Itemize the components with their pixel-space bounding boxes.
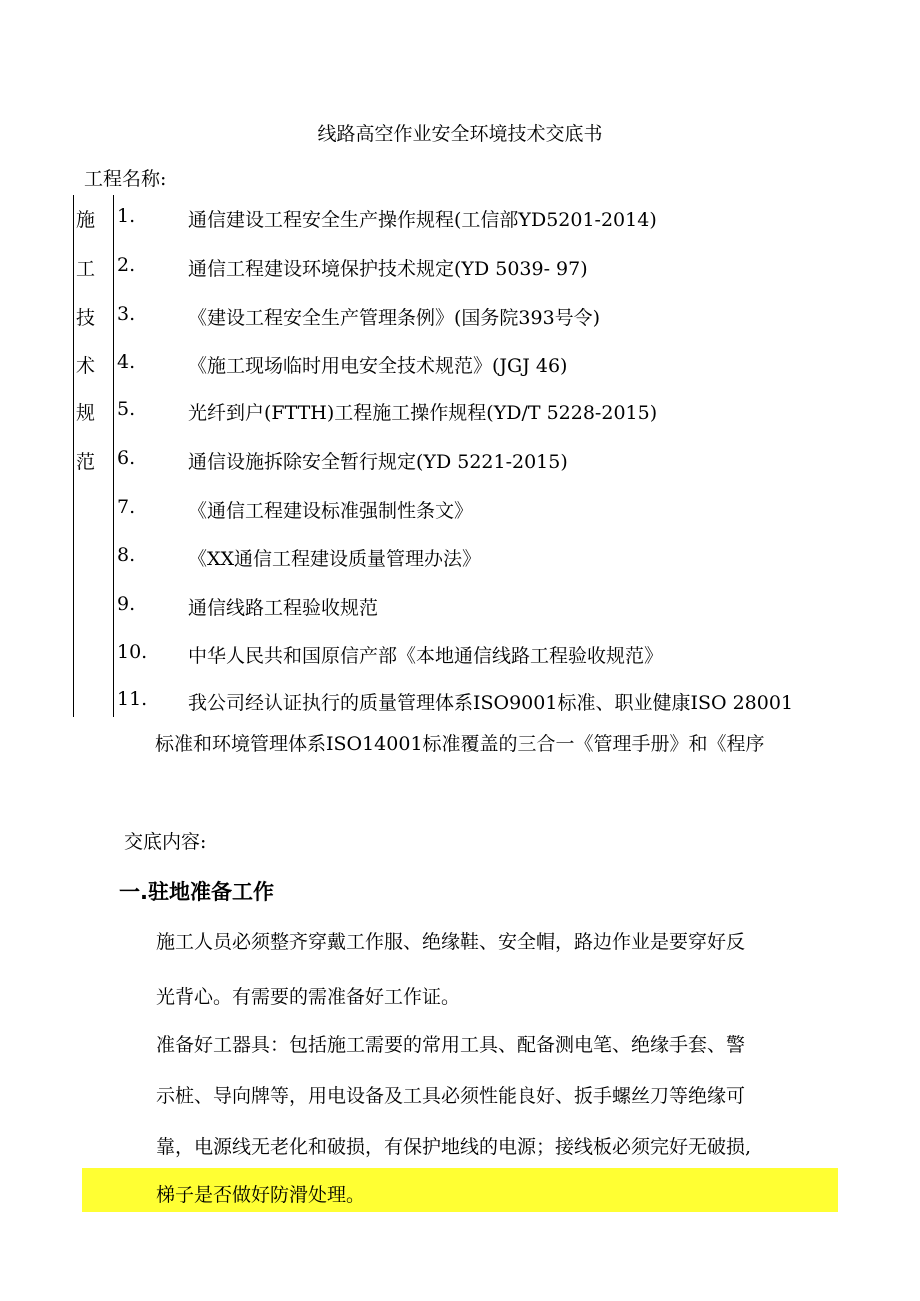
standard-text: 《XX通信工程建设质量管理办法》	[188, 548, 482, 570]
paragraph-line: 光背心。有需要的需准备好工作证。	[156, 986, 461, 1008]
standard-number: 3.	[117, 303, 136, 325]
standard-number: 6.	[117, 447, 136, 469]
section-heading: 一.驻地准备工作	[119, 880, 274, 904]
standard-text: 《施工现场临时用电安全技术规范》(JGJ 46)	[188, 355, 568, 377]
side-label-char: 范	[76, 451, 96, 473]
table-left-border	[73, 195, 74, 717]
paragraph-line: 准备好工器具：包括施工需要的常用工具、配备测电笔、绝缘手套、警	[156, 1034, 746, 1056]
standard-number: 7.	[117, 496, 136, 518]
standard-number: 1.	[117, 205, 136, 227]
paragraph-line: 梯子是否做好防滑处理。	[156, 1184, 366, 1206]
standard-number: 2.	[117, 254, 136, 276]
project-name-label: 工程名称:	[84, 168, 167, 190]
standard-text: 通信建设工程安全生产操作规程(工信部YD5201-2014)	[188, 209, 657, 231]
standard-number: 9.	[117, 593, 136, 615]
standard-number: 11.	[117, 688, 148, 710]
standard-number: 10.	[117, 641, 148, 663]
standard-text: 《通信工程建设标准强制性条文》	[188, 500, 474, 522]
standard-number: 8.	[117, 544, 136, 566]
side-label-char: 技	[76, 307, 96, 329]
document-title: 线路高空作业安全环境技术交底书	[317, 123, 603, 145]
side-label-char: 术	[76, 355, 96, 377]
standard-text: 通信线路工程验收规范	[188, 597, 379, 619]
paragraph-line: 靠，电源线无老化和破损，有保护地线的电源；接线板必须完好无破损,	[156, 1136, 752, 1158]
standard-text: 我公司经认证执行的质量管理体系ISO9001标准、职业健康ISO 28001	[188, 692, 794, 714]
side-label-char: 施	[76, 209, 96, 231]
standard-text: 通信设施拆除安全暂行规定(YD 5221-2015)	[188, 451, 568, 473]
standard-number: 4.	[117, 351, 136, 373]
standard-text: 光纤到户(FTTH)工程施工操作规程(YD/T 5228-2015)	[188, 402, 658, 424]
table-column-divider	[113, 195, 114, 717]
paragraph-line: 示桩、导向牌等，用电设备及工具必须性能良好、扳手螺丝刀等绝缘可	[156, 1085, 746, 1107]
standard-text: 通信工程建设环境保护技术规定(YD 5039- 97)	[188, 258, 588, 280]
paragraph-line: 施工人员必须整齐穿戴工作服、绝缘鞋、安全帽，路边作业是要穿好反	[156, 931, 746, 953]
disclosure-content-label: 交底内容:	[124, 831, 207, 853]
standard-text-continuation: 标准和环境管理体系ISO14001标准覆盖的三合一《管理手册》和《程序	[155, 733, 765, 755]
standard-text: 《建设工程安全生产管理条例》(国务院393号令)	[188, 307, 601, 329]
side-label-char: 规	[76, 402, 96, 424]
side-label-char: 工	[76, 258, 96, 280]
standard-number: 5.	[117, 398, 136, 420]
standard-text: 中华人民共和国原信产部《本地通信线路工程验收规范》	[188, 645, 664, 667]
